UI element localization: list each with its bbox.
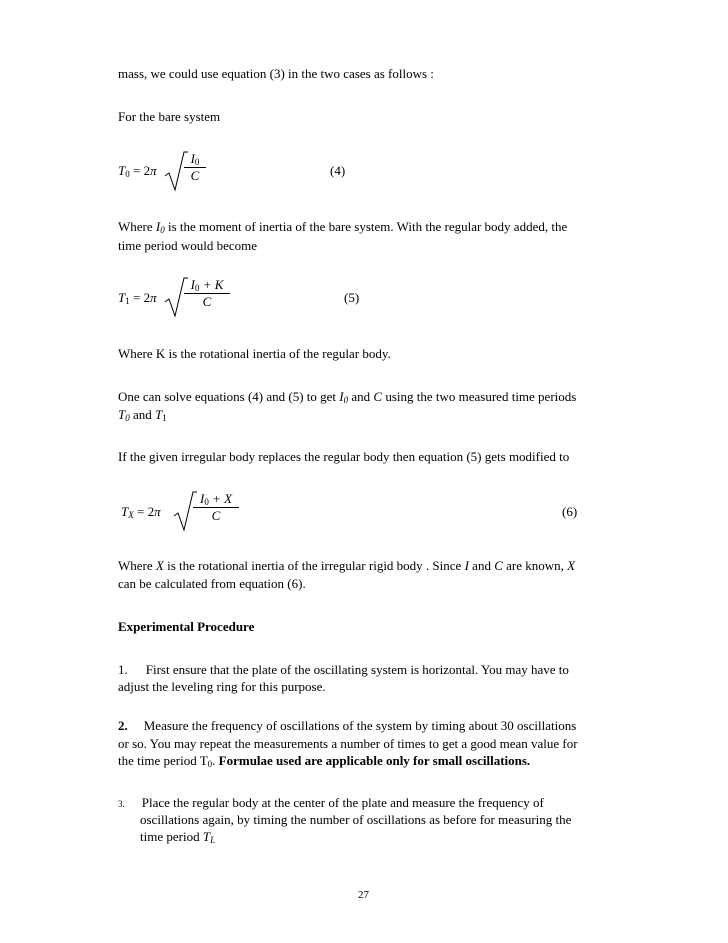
text-line: For the bare system	[118, 109, 221, 124]
text-line: mass, we could use equation (3) in the two cases as follows :	[118, 66, 434, 81]
list-number: 3.	[118, 799, 125, 809]
eq-pi: π	[150, 290, 157, 305]
eq-den: C	[211, 508, 221, 523]
text-line: the time period $T_0$. Formulae used are applicable only for small oscillations.	[118, 753, 531, 769]
eq-num-rest: + K	[199, 277, 224, 292]
text-line: time period $T_{I.}$	[140, 829, 216, 845]
eq-sub: 0	[204, 497, 209, 507]
text-line: or so. You may repeat the measurements a number of times to get a good mean value for	[118, 736, 578, 751]
list-item: 1. First ensure that the plate of the oscillating system is horizontal. You may have to	[118, 662, 569, 677]
equation-4	[118, 150, 358, 194]
equation-label: (5)	[344, 290, 360, 305]
eq-fraction	[184, 151, 206, 184]
eq-num: I	[190, 277, 195, 292]
eq-pi: π	[150, 163, 157, 178]
eq-lhs: T	[118, 163, 126, 178]
list-item: 3. Place the regular body at the center of the plate and measure the frequency of	[118, 795, 544, 810]
text-line: One can solve equations (4) and (5) to get $I_0$ and C using the two measured time periods	[118, 389, 577, 405]
eq-num-rest: + X	[208, 491, 233, 506]
eq-pi: π	[154, 504, 161, 519]
text-line: Where $I_0$ is the moment of inertia of the bare system. With the regular body added, the	[118, 219, 568, 235]
text-line: time period would become	[118, 238, 257, 253]
eq-sub: 0	[194, 157, 200, 167]
eq-fraction	[193, 491, 239, 524]
text-line: Where K is the rotational inertia of the regular body.	[118, 346, 391, 361]
equation-label: (6)	[562, 504, 578, 519]
list-number: 2.	[118, 718, 128, 733]
eq-sub: 0	[125, 169, 130, 179]
text-line: Where X is the rotational inertia of the irregular rigid body . Since I and C are known, X	[118, 558, 576, 573]
eq-num: I	[199, 491, 205, 506]
text-line: oscillations again, by timing the number of oscillations as before for measuring the	[140, 812, 572, 827]
equation-label: (4)	[330, 163, 346, 178]
equation-6	[118, 490, 588, 534]
page-number: 27	[358, 889, 369, 901]
eq-num: I	[190, 151, 195, 166]
eq-den: C	[202, 294, 212, 309]
section-heading: Experimental Procedure	[118, 619, 255, 634]
eq-lhs: T	[118, 290, 126, 305]
eq-sub: 0	[194, 283, 200, 293]
eq-op: = 2	[129, 290, 151, 305]
text-line: $T_0$ and $T_1$	[118, 407, 167, 423]
list-number: 1.	[118, 662, 128, 677]
equation-5	[118, 276, 378, 320]
eq-op: = 2	[129, 163, 151, 178]
text-line: can be calculated from equation (6).	[118, 576, 306, 591]
text-line: adjust the leveling ring for this purpose.	[118, 679, 326, 694]
eq-fraction	[184, 277, 230, 310]
eq-sub: X	[128, 510, 134, 520]
eq-op: = 2	[133, 504, 155, 519]
eq-den: C	[190, 168, 200, 183]
eq-lhs: T	[121, 504, 129, 519]
list-item: 2. Measure the frequency of oscillations of the system by timing about 30 oscillations	[118, 718, 577, 733]
text-line: If the given irregular body replaces the regular body then equation (5) gets modified to	[118, 449, 570, 464]
eq-sub: 1	[125, 296, 130, 306]
